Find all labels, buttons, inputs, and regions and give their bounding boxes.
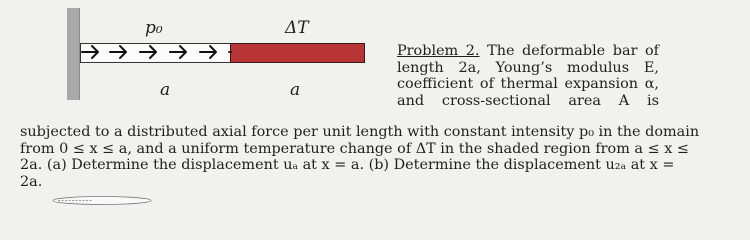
problem-intro bbox=[397, 43, 659, 109]
left-length-label: a bbox=[160, 80, 171, 100]
pen-mark bbox=[52, 196, 152, 205]
load-intensity-label: p₀ bbox=[145, 18, 163, 38]
problem-line: 2a. bbox=[20, 173, 43, 190]
temperature-change-label: ΔT bbox=[285, 18, 309, 38]
problem-number: Problem 2. bbox=[397, 43, 480, 59]
right-length-label: a bbox=[290, 80, 301, 100]
distributed-load-arrows bbox=[0, 0, 395, 110]
problem-line: subjected to a distributed axial force per unit length with constant intensity p₀ in the domain bbox=[20, 124, 700, 140]
problem-line: The deformable bar of bbox=[487, 43, 660, 59]
problem-line: and cross-sectional area A is bbox=[397, 92, 659, 109]
problem-line: 2a. (a) Determine the displacement uₐ at x = a. (b) Determine the displacement u₂ₐ at x = bbox=[20, 157, 675, 174]
problem-line: from 0 ≤ x ≤ a, and a uniform temperature change of ΔT in the shaded region from a ≤ x ≤ bbox=[20, 140, 689, 157]
problem-line: length 2a, Young’s modulus E, bbox=[397, 59, 659, 76]
bar-figure bbox=[0, 0, 395, 110]
problem-body bbox=[20, 124, 700, 190]
problem-line: coefficient of thermal expansion α, bbox=[397, 76, 659, 93]
